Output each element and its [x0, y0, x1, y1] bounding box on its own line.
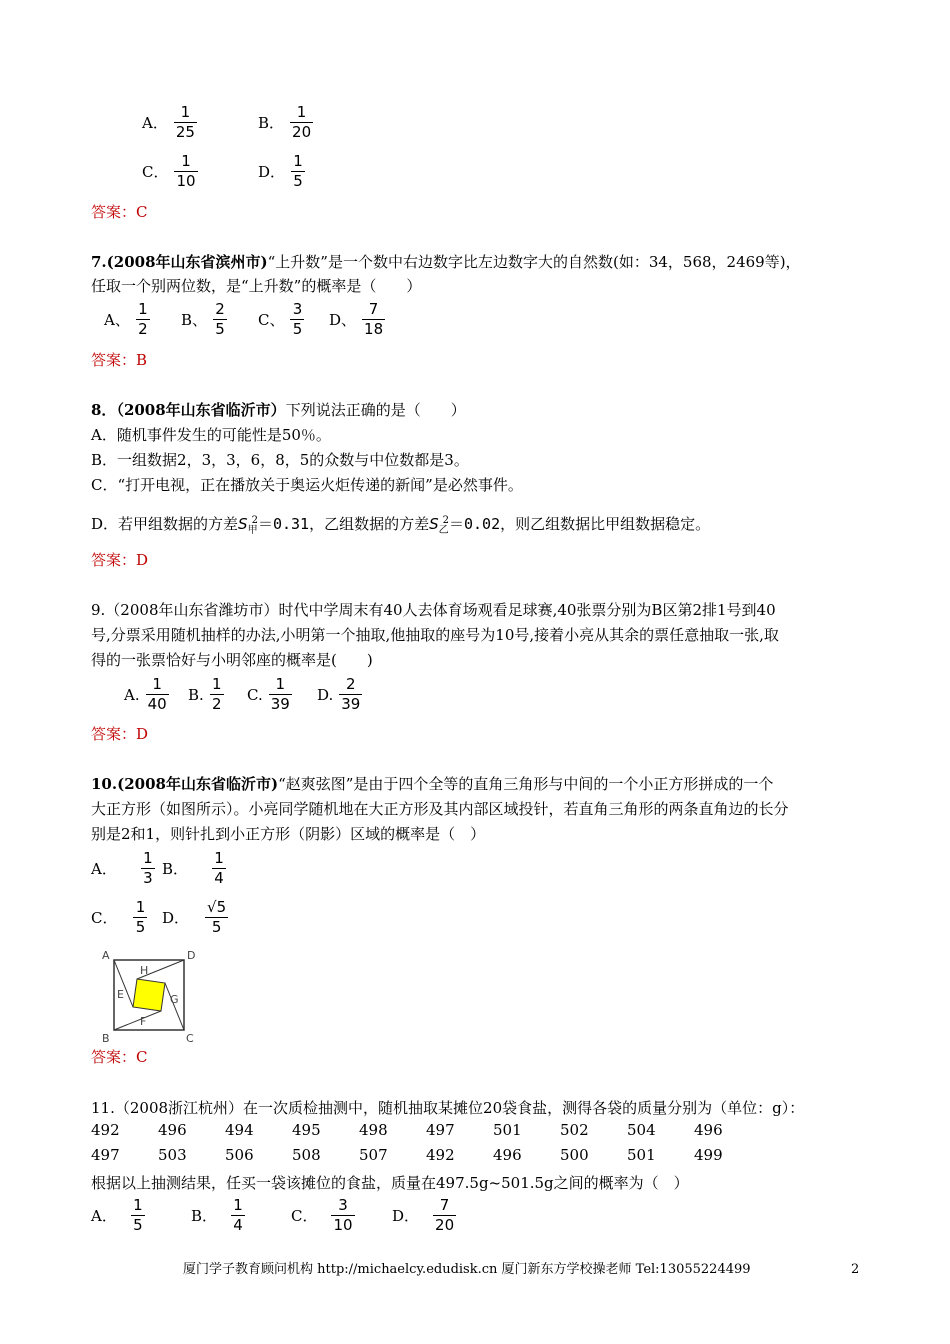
- label-b: B: [102, 1032, 110, 1044]
- q8-stem: 8．（2008年山东省临沂市）下列说法正确的是（ ）: [91, 401, 466, 419]
- label-h: H: [140, 964, 149, 977]
- triangle-edge: [165, 983, 184, 1030]
- q10-stem-line1: 10.(2008年山东省临沂市)“赵爽弦图”是由于四个全等的直角三角形与中间的一个小正方形拼成的一个: [91, 775, 774, 793]
- zhao-shuang-diagram: [98, 946, 208, 1044]
- q9-option-a: A. $\frac{1}{40}$: [124, 675, 167, 713]
- label-e: E: [117, 988, 124, 1001]
- q10-stem-line2: 大正方形（如图所示）。小亮同学随机地在大正方形及其内部区域投针，若直角三角形的两条直角边的长分: [91, 800, 789, 818]
- q11-option-d: D． $\frac{7}{20}$: [392, 1196, 455, 1234]
- q9-option-c: C. $\frac{1}{39}$: [247, 675, 290, 713]
- q11-option-c: C． $\frac{3}{10}$: [291, 1196, 353, 1234]
- q7-option-c: C、 $\frac{3}{5}$: [258, 301, 306, 338]
- q10-option-a: A． $\frac{1}{3}$: [91, 850, 157, 887]
- q11-option-b: B． $\frac{1}{4}$: [191, 1197, 247, 1234]
- q6-answer: 答案：C: [91, 203, 148, 221]
- q6-option-c: C． $\frac{1}{10}$: [142, 152, 196, 190]
- fraction: $\frac{1}{10}$: [176, 152, 196, 190]
- q6-option-d: D． $\frac{1}{5}$: [258, 153, 307, 190]
- q11-data-row2: 497 503 506 508 507 492 496 500 501 499: [91, 1146, 723, 1164]
- q6-option-a: A． $\frac{1}{25}$: [142, 103, 195, 141]
- q8-option-b: B．一组数据2，3，3，6，8，5的众数与中位数都是3。: [91, 451, 469, 469]
- q11-stem-line2: 根据以上抽测结果，任买一袋该摊位的食盐，质量在497.5g~501.5g之间的概率为（ ）: [91, 1174, 689, 1192]
- q11-data-row1: 492 496 494 495 498 497 501 502 504 496: [91, 1121, 723, 1139]
- q7-option-d: D、 $\frac{7}{18}$: [329, 300, 384, 338]
- q8-option-a: A．随机事件发生的可能性是50％。: [91, 426, 331, 444]
- footer-link[interactable]: http://michaelcy.edudisk.cn: [317, 1262, 502, 1277]
- fraction: $\frac{1}{25}$: [175, 103, 195, 141]
- label-d: D: [187, 949, 196, 962]
- label-a: A: [102, 949, 110, 962]
- label-c: C: [186, 1032, 194, 1044]
- q10-stem-line3: 别是2和1，则针扎到小正方形（阴影）区域的概率是（ ）: [91, 825, 486, 843]
- q8-option-c: C．“打开电视，正在播放关于奥运火炬传递的新闻”是必然事件。: [91, 476, 523, 494]
- q7-stem-line1: 7.(2008年山东省滨州市)“上升数”是一个数中右边数字比左边数字大的自然数(如：34，568，2469等)，: [91, 253, 801, 271]
- q8-option-d: D．若甲组数据的方差$S_甲^2=0.31$，乙组数据的方差$S_乙^2=0.02$，则乙组数据比甲组数据稳定。: [91, 515, 711, 536]
- inner-shaded-square: [133, 979, 165, 1011]
- q11-option-a: A． $\frac{1}{5}$: [91, 1197, 147, 1234]
- q9-option-d: D. $\frac{2}{39}$: [317, 675, 361, 713]
- q9-answer: 答案：D: [91, 725, 149, 743]
- page-number: 2: [851, 1262, 860, 1277]
- q9-stem-line2: 号,分票采用随机抽样的办法,小明第一个抽取,他抽取的座号为10号,接着小亮从其余的票任意抽取一张,取: [91, 626, 779, 644]
- q10-option-c: C． $\frac{1}{5}$: [91, 899, 149, 936]
- q9-option-b: B. $\frac{1}{2}$: [188, 676, 226, 713]
- q10-answer: 答案：C: [91, 1048, 148, 1066]
- q9-stem-line3: 得的一张票恰好与小明邻座的概率是( ): [91, 651, 373, 669]
- q10-option-d: D． $\frac{√5}{5}$: [162, 898, 227, 936]
- label-f: F: [140, 1015, 147, 1028]
- q7-option-b: B、 $\frac{2}{5}$: [181, 301, 229, 338]
- label-g: G: [170, 993, 179, 1006]
- page-footer: 厦门学子教育顾问机构 http://michaelcy.edudisk.cn 厦门新东方学校操老师 Tel:13055224499: [183, 1262, 751, 1277]
- q11-stem-line1: 11.（2008浙江杭州）在一次质检抽测中，随机抽取某摊位20袋食盐，测得各袋的质量分别为（单位：g）：: [91, 1099, 805, 1117]
- q7-stem-line2: 任取一个别两位数，是“上升数”的概率是（ ）: [91, 277, 422, 295]
- fraction: $\frac{1}{20}$: [292, 103, 312, 141]
- fraction: $\frac{1}{5}$: [291, 153, 305, 190]
- q6-option-b: B． $\frac{1}{20}$: [258, 103, 312, 141]
- q7-option-a: A、 $\frac{1}{2}$: [104, 301, 152, 338]
- q10-option-b: B． $\frac{1}{4}$: [162, 850, 228, 887]
- q7-answer: 答案：B: [91, 351, 148, 369]
- q8-answer: 答案：D: [91, 551, 149, 569]
- triangle-edge: [114, 1011, 161, 1030]
- q9-stem-line1: 9.（2008年山东省潍坊市）时代中学周末有40人去体育场观看足球赛,40张票分别为B区第2排1号到40: [91, 601, 776, 619]
